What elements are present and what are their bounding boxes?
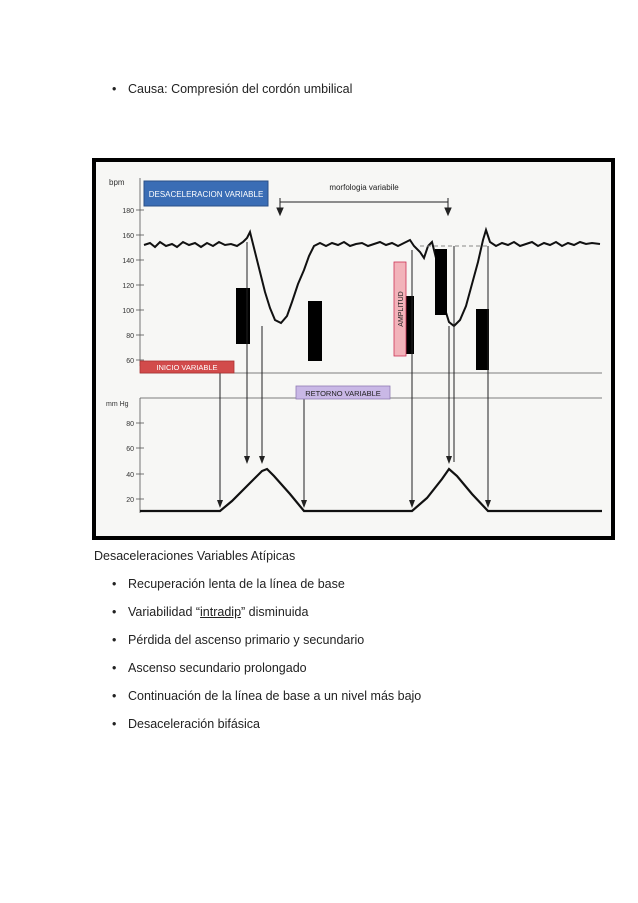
cause-text: Causa: Compresión del cordón umbilical: [128, 82, 353, 96]
bullet-dot: •: [112, 605, 117, 619]
list-item-text: Continuación de la línea de base a un nivel más bajo: [128, 689, 422, 703]
list-item-text: Pérdida del ascenso primario y secundario: [128, 633, 365, 647]
morphology-label: morfologia variabile: [329, 183, 399, 192]
list-item: [112, 633, 364, 647]
bpm-unit-label: bpm: [109, 178, 125, 187]
bpm-tick: 60: [126, 358, 134, 365]
decel-variable-label: DESACELERACION VARIABLE: [148, 190, 264, 199]
mmhg-tick: 20: [126, 497, 134, 504]
list-item: [112, 717, 260, 731]
bullet-dot: •: [112, 577, 117, 591]
section-title: Desaceleraciones Variables Atípicas: [94, 549, 296, 563]
bpm-tick: 120: [122, 283, 134, 290]
bullet-dot: •: [112, 82, 117, 96]
bpm-tick: 100: [122, 308, 134, 315]
list-item-text: Ascenso secundario prolongado: [128, 661, 307, 675]
bullet-dot: •: [112, 661, 117, 675]
bpm-tick: 160: [122, 233, 134, 240]
list-item-text: Variabilidad “: [128, 605, 201, 619]
bar-marker: [435, 249, 447, 315]
list-item-text: Recuperación lenta de la línea de base: [128, 577, 345, 591]
bar-marker: [236, 288, 250, 344]
mmhg-tick: 60: [126, 446, 134, 453]
fetal-heart-rate-figure: [92, 158, 615, 540]
list-item: [112, 689, 421, 703]
bpm-tick: 180: [122, 208, 134, 215]
mmhg-tick: 80: [126, 421, 134, 428]
return-variable-label: RETORNO VARIABLE: [305, 389, 381, 398]
list-item-text: Desaceleración bifásica: [128, 717, 261, 731]
bpm-tick: 80: [126, 333, 134, 340]
underlined-term: intradip: [200, 605, 242, 619]
bar-marker: [476, 309, 489, 370]
bullet-dot: •: [112, 689, 117, 703]
mmhg-unit-label: mm Hg: [106, 401, 129, 408]
onset-variable-label: INICIO VARIABLE: [156, 363, 218, 372]
list-item: [112, 577, 345, 591]
amplitude-label: AMPLITUD: [398, 291, 405, 327]
list-item: [112, 605, 308, 619]
figure-background: [96, 162, 611, 536]
list-item: [112, 661, 307, 675]
bullet-dot: •: [112, 633, 117, 647]
mmhg-tick: 40: [126, 472, 134, 479]
bullet-dot: •: [112, 717, 117, 731]
cause-bullet: [112, 82, 352, 96]
decel-diagram: [92, 158, 615, 540]
bpm-tick: 140: [122, 258, 134, 265]
bar-marker: [308, 301, 322, 361]
list-item-text-suffix: ” disminuida: [241, 605, 309, 619]
